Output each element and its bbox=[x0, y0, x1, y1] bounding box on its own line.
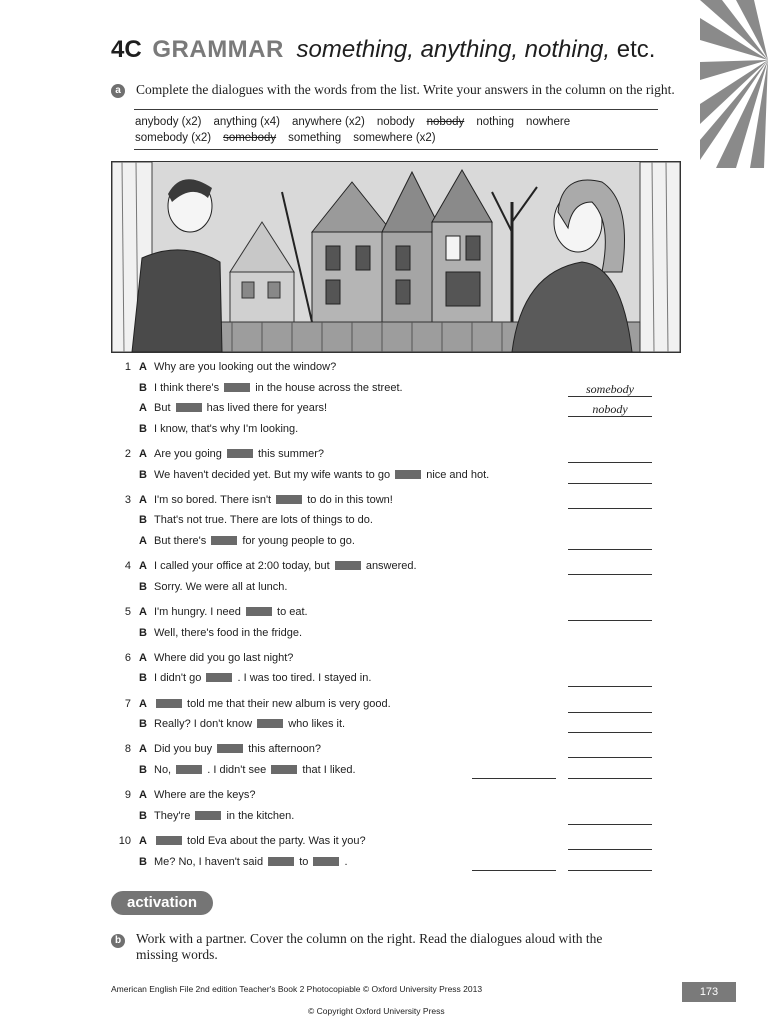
word-list-item: anybody (x2) bbox=[135, 116, 202, 128]
answer-line[interactable] bbox=[568, 824, 652, 825]
text-segment: I didn't go bbox=[154, 672, 205, 685]
dialogue-text bbox=[154, 743, 321, 755]
word-list-item: something bbox=[288, 132, 342, 144]
dialogue-text bbox=[154, 835, 366, 847]
blank-gap bbox=[206, 673, 232, 682]
speaker-label: A bbox=[139, 560, 147, 573]
text-segment: this summer? bbox=[254, 448, 325, 460]
dialogue-text bbox=[154, 810, 294, 822]
speaker-label: B bbox=[139, 580, 147, 593]
blank-gap bbox=[271, 765, 297, 774]
blank-gap bbox=[224, 383, 250, 392]
page-number: 173 bbox=[682, 982, 736, 1002]
question-number: 5 bbox=[124, 606, 131, 618]
text-segment: told Eva about the party. Was it you? bbox=[184, 835, 366, 847]
word-list-item: anywhere (x2) bbox=[291, 116, 365, 128]
text-segment: I think there's bbox=[154, 381, 223, 394]
speaker-label: A bbox=[139, 697, 147, 710]
speaker-label: B bbox=[139, 764, 147, 776]
blank-gap bbox=[176, 403, 202, 412]
speaker-label: B bbox=[139, 718, 147, 731]
text-segment: I know, that's why I'm looking. bbox=[154, 422, 299, 435]
activation-label: activation bbox=[111, 891, 213, 915]
answer-line[interactable] bbox=[568, 620, 652, 621]
topic-title: something, anything, nothing, bbox=[296, 36, 611, 63]
dialogue-text bbox=[154, 856, 348, 868]
answer-line[interactable] bbox=[568, 462, 652, 463]
blank-gap bbox=[156, 699, 182, 708]
text-segment: Really? I don't know bbox=[154, 718, 256, 731]
question-number: 9 bbox=[124, 789, 131, 802]
blank-gap bbox=[156, 836, 182, 845]
blank-gap bbox=[257, 719, 283, 728]
text-segment: answered. bbox=[362, 560, 417, 573]
dialogue-text bbox=[154, 672, 371, 684]
dialogue-text bbox=[154, 698, 391, 710]
question-number: 7 bbox=[124, 697, 131, 710]
text-segment: Sorry. We were all at lunch. bbox=[154, 580, 288, 593]
speaker-label: B bbox=[139, 809, 147, 822]
blank-gap bbox=[217, 744, 243, 753]
dialogue-text bbox=[154, 448, 324, 460]
question-number: 2 bbox=[124, 448, 131, 460]
blank-gap bbox=[246, 607, 272, 616]
text-segment: . I didn't see bbox=[204, 764, 270, 776]
speaker-label: B bbox=[139, 672, 147, 685]
dialogue-text bbox=[154, 514, 373, 526]
text-segment: Why are you looking out the window? bbox=[154, 361, 337, 373]
speaker-label: A bbox=[139, 835, 147, 847]
speaker-label: B bbox=[139, 626, 147, 639]
speaker-label: B bbox=[139, 381, 147, 394]
dialogue-text bbox=[154, 627, 302, 639]
text-segment: to bbox=[296, 855, 312, 868]
answer-line[interactable] bbox=[568, 686, 652, 687]
speaker-label: B bbox=[139, 468, 147, 481]
blank-gap bbox=[276, 495, 302, 504]
dialogue-text bbox=[154, 469, 489, 481]
answer-line[interactable] bbox=[568, 549, 652, 550]
text-segment: . I was too tired. I stayed in. bbox=[234, 672, 372, 685]
speaker-label: B bbox=[139, 422, 147, 435]
speaker-label: A bbox=[139, 651, 147, 664]
speaker-label: A bbox=[139, 743, 147, 756]
answer-text: nobody bbox=[592, 402, 628, 417]
page-title bbox=[111, 36, 655, 64]
illustration bbox=[111, 161, 681, 353]
blank-gap bbox=[313, 857, 339, 866]
blank-gap bbox=[195, 811, 221, 820]
question-number: 6 bbox=[124, 651, 131, 664]
word-list-item: nobody bbox=[426, 116, 465, 128]
answer-line[interactable] bbox=[568, 849, 652, 850]
dialogue-text bbox=[154, 718, 345, 730]
text-segment: I'm so bored. There isn't bbox=[154, 493, 275, 506]
text-segment: Are you going bbox=[154, 448, 225, 460]
dialogue-text bbox=[154, 581, 287, 593]
corner-decoration bbox=[700, 0, 768, 168]
text-segment: I called your office at 2:00 today, but bbox=[154, 560, 333, 573]
divider bbox=[134, 109, 658, 110]
text-segment: They're bbox=[154, 809, 194, 822]
text-segment: nice and hot. bbox=[423, 468, 490, 481]
word-list-item: nothing bbox=[476, 116, 515, 128]
dialogue-text bbox=[154, 606, 308, 618]
dialogue-text bbox=[154, 652, 293, 664]
speaker-label: A bbox=[139, 402, 147, 415]
answer-line[interactable] bbox=[568, 483, 652, 484]
question-number: 3 bbox=[124, 493, 131, 506]
speaker-label: A bbox=[139, 361, 147, 373]
blank-gap bbox=[335, 561, 361, 570]
text-segment: We haven't decided yet. But my wife wants to go bbox=[154, 468, 394, 481]
dialogue-text bbox=[154, 535, 355, 547]
text-segment: who likes it. bbox=[285, 718, 346, 731]
blank-gap bbox=[227, 449, 253, 458]
text-segment: Me? No, I haven't said bbox=[154, 855, 267, 868]
word-list-item: anything (x4) bbox=[213, 116, 280, 128]
text-segment: But bbox=[154, 402, 174, 415]
word-list-item: nobody bbox=[376, 116, 415, 128]
speaker-label: A bbox=[139, 493, 147, 506]
text-segment: Did you buy bbox=[154, 743, 216, 756]
text-segment: Well, there's food in the fridge. bbox=[154, 626, 303, 639]
text-segment: . bbox=[341, 855, 348, 868]
answer-line[interactable] bbox=[568, 574, 652, 575]
text-segment: has lived there for years! bbox=[203, 402, 328, 415]
word-list-item: nowhere bbox=[526, 116, 571, 128]
word-list-item: somewhere (x2) bbox=[353, 132, 436, 144]
speaker-label: B bbox=[139, 855, 147, 868]
text-segment: That's not true. There are lots of things to do. bbox=[154, 514, 373, 527]
exercise-a-badge: a bbox=[111, 84, 125, 98]
text-segment: for young people to go. bbox=[239, 535, 355, 547]
blank-gap bbox=[176, 765, 202, 774]
answer-line[interactable] bbox=[568, 870, 652, 871]
text-segment: to do in this town! bbox=[304, 493, 393, 506]
question-number: 4 bbox=[124, 560, 131, 573]
answer-line[interactable] bbox=[472, 778, 556, 779]
topic-title-end: etc. bbox=[616, 36, 656, 63]
text-segment: in the house across the street. bbox=[252, 381, 403, 394]
divider bbox=[134, 149, 658, 150]
text-segment: this afternoon? bbox=[245, 743, 321, 756]
exercise-b-instruction-line-2: missing words. bbox=[136, 947, 218, 962]
dialogue-text bbox=[154, 789, 256, 801]
text-segment: that I liked. bbox=[299, 764, 356, 776]
dialogue-text bbox=[154, 560, 417, 572]
footer-credit: American English File 2nd edition Teacher's Book 2 Photocopiable © Oxford University Press 2013 bbox=[111, 984, 483, 994]
dialogue-text bbox=[154, 382, 403, 394]
word-list-line-1 bbox=[135, 116, 582, 128]
exercise-a-instruction: Complete the dialogues with the words from the list. Write your answers in the column on the right. bbox=[136, 82, 675, 97]
dialogue-text bbox=[154, 423, 298, 435]
word-list-item: somebody (x2) bbox=[135, 132, 212, 144]
unit-number: 4C bbox=[111, 36, 142, 63]
answer-line[interactable] bbox=[568, 732, 652, 733]
speaker-label: A bbox=[139, 606, 147, 618]
blank-gap bbox=[395, 470, 421, 479]
text-segment: Where are the keys? bbox=[154, 789, 256, 802]
blank-gap bbox=[268, 857, 294, 866]
exercise-b-badge: b bbox=[111, 934, 125, 948]
speaker-label: A bbox=[139, 789, 147, 802]
dialogue-text bbox=[154, 361, 336, 373]
speaker-label: A bbox=[139, 448, 147, 460]
question-number: 8 bbox=[124, 743, 131, 756]
answer-text: somebody bbox=[586, 381, 634, 396]
text-segment: to eat. bbox=[273, 606, 308, 618]
answer-line[interactable] bbox=[568, 757, 652, 758]
speaker-label: B bbox=[139, 514, 147, 527]
answer-line[interactable] bbox=[568, 778, 652, 779]
footer-copyright: © Copyright Oxford University Press bbox=[308, 1006, 445, 1016]
text-segment: No, bbox=[154, 764, 175, 776]
blank-gap bbox=[211, 536, 237, 545]
section-label: GRAMMAR bbox=[152, 36, 284, 63]
text-segment: Where did you go last night? bbox=[154, 651, 294, 664]
speaker-label: A bbox=[139, 535, 147, 547]
word-list-item: somebody bbox=[223, 132, 277, 144]
question-number: 1 bbox=[124, 361, 131, 373]
question-number: 10 bbox=[118, 835, 131, 847]
answer-line[interactable] bbox=[472, 870, 556, 871]
text-segment: in the kitchen. bbox=[223, 809, 295, 822]
text-segment: I'm hungry. I need bbox=[154, 606, 244, 618]
exercise-b-instruction-line-1: Work with a partner. Cover the column on the right. Read the dialogues aloud with the bbox=[136, 931, 603, 946]
answer-line[interactable] bbox=[568, 508, 652, 509]
answer-line[interactable] bbox=[568, 712, 652, 713]
dialogue-text bbox=[154, 764, 356, 776]
dialogue-text bbox=[154, 402, 327, 414]
text-segment: But there's bbox=[154, 535, 210, 547]
word-list-line-2 bbox=[135, 132, 448, 144]
text-segment: told me that their new album is very good. bbox=[184, 697, 391, 710]
dialogue-text bbox=[154, 494, 393, 506]
